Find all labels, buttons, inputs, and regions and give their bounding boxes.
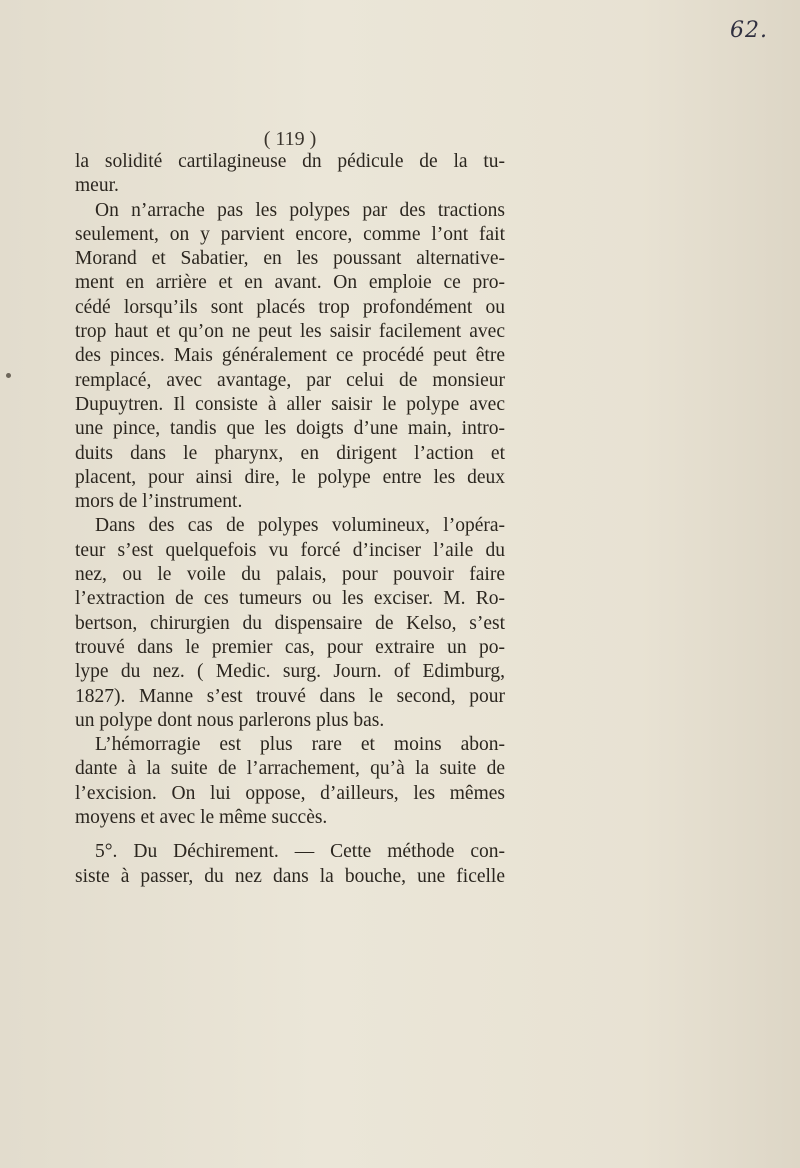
text-line: trouvé dans le premier cas, pour extraire un po- [75,636,505,658]
text-line: mors de l’instrument. [75,491,243,513]
section-heading-line: 5°. Du Déchirement. — Cette méthode con- [95,841,505,863]
text-line: siste à passer, du nez dans la bouche, une ficelle [75,865,505,887]
text-line: ment en arrière et en avant. On emploie ce pro- [75,272,505,294]
margin-spot [6,373,11,378]
text-line: teur s’est quelquefois vu forcé d’inciser l’aile du [75,539,505,561]
body-text [75,150,505,889]
text-line: un polype dont nous parlerons plus bas. [75,709,385,731]
text-line: dante à la suite de l’arrachement, qu’à la suite de [75,758,505,780]
paragraph-start-line: L’hémorragie est plus rare et moins abon- [95,734,505,756]
text-line: 1827). Manne s’est trouvé dans le second, pour [75,685,505,707]
text-line: cédé lorsqu’ils sont placés trop profondément ou [75,296,505,318]
paragraph-start-line: Dans des cas de polypes volumineux, l’opéra- [95,515,505,537]
paragraph-start-line: On n’arrache pas les polypes par des tractions [95,199,505,221]
text-line: nez, ou le voile du palais, pour pouvoir faire [75,564,505,586]
text-line: lype du nez. ( Medic. surg. Journ. of Edimburg, [75,661,505,683]
text-line: bertson, chirurgien du dispensaire de Kelso, s’est [75,612,505,634]
text-line: moyens et avec le même succès. [75,807,328,829]
text-line: Morand et Sabatier, en les poussant alternative- [75,248,505,270]
text-line: remplacé, avec avantage, par celui de monsieur [75,369,505,391]
text-line: la solidité cartilagineuse dn pédicule de la tu- [75,151,505,172]
handwritten-folio-number: 62. [730,18,768,43]
page-number: ( 119 ) [263,128,317,150]
text-line: trop haut et qu’on ne peut les saisir facilement avec [75,321,505,343]
text-line: l’excision. On lui oppose, d’ailleurs, les mêmes [75,782,505,804]
text-line: une pince, tandis que les doigts d’une main, intro- [75,418,505,440]
text-line: des pinces. Mais généralement ce procédé peut être [75,345,505,367]
text-line: Dupuytren. Il consiste à aller saisir le polype avec [75,393,505,415]
text-line: duits dans le pharynx, en dirigent l’action et [75,442,505,464]
text-line: meur. [75,175,119,197]
text-line: seulement, on y parvient encore, comme l’ont fait [75,223,505,245]
text-line: l’extraction de ces tumeurs ou les exciser. M. Ro- [75,588,505,610]
text-line: placent, pour ainsi dire, le polype entre les deux [75,466,505,488]
